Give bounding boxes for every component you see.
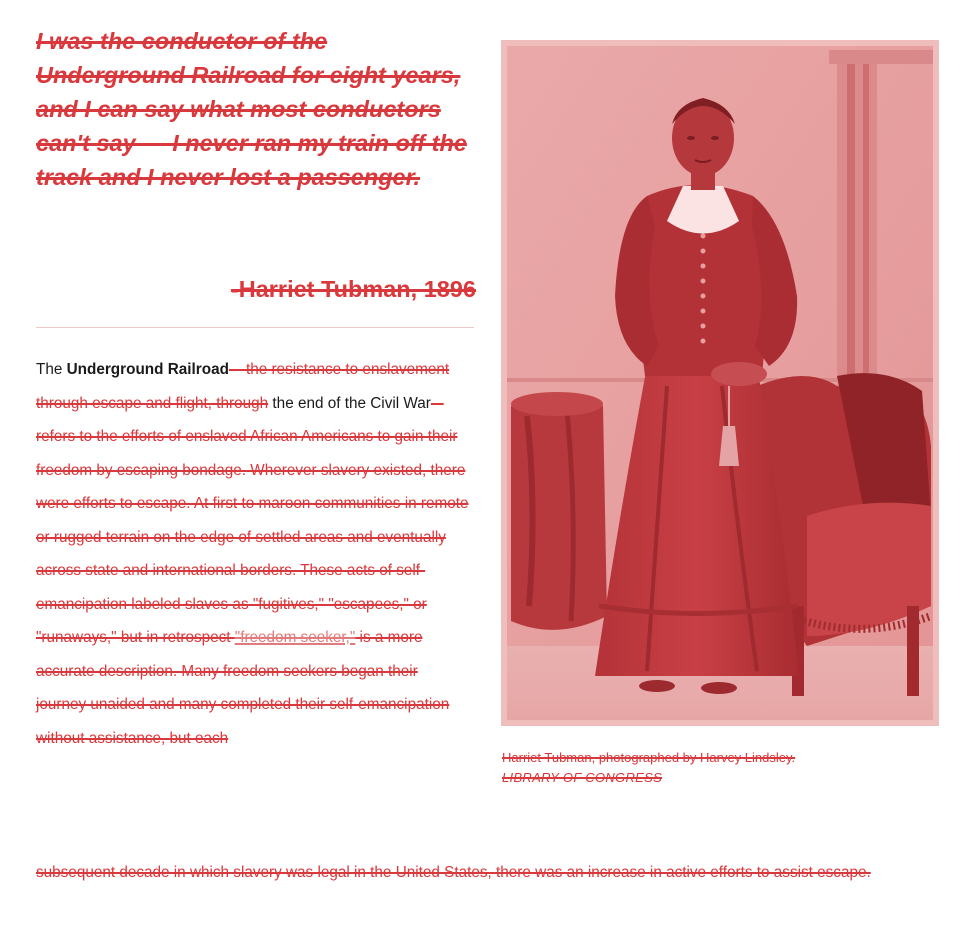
photo-caption-text: Harriet Tubman, photographed by Harvey Lindsley. [502, 750, 796, 765]
article-paragraph-wide: subsequent decade in which slavery was legal in the United States, there was an increase in active efforts to assist escape. [36, 864, 871, 881]
portrait-photo [501, 40, 939, 726]
section-divider [36, 327, 474, 328]
article-intro-the: The [36, 361, 67, 378]
pull-quote: I was the conductor of the Underground Railroad for eight years, and I can say what most conductors can't say — I never ran my train off the track and I never lost a passenger. [36, 28, 467, 190]
quote-attribution: -Harriet Tubman, 1896 [230, 276, 476, 302]
article-body-continued: is a more accurate description. Many freedom seekers began their journey unaided and many completed their self-emancipation without assistance, but each [36, 629, 450, 747]
article-body-text: – refers to the efforts of enslaved African Americans to gain their freedom by escaping bondage. Wherever slavery existed, there were efforts to escape. At first to maroon communities in remote or rugged terrain on the edge of settled areas and eventually across state and international borders. These acts of self-emancipation labeled slaves as "fugitives," "escapees," or "runaways," but in retrospect [36, 394, 469, 646]
article-intro-end: the end of the Civil War [268, 394, 431, 412]
harriet-tubman-portrait-image [507, 46, 933, 720]
article-term-underground-railroad: Underground Railroad [66, 361, 229, 378]
article-definition-part: – the resistance to enslavement through escape and flight, through [36, 361, 450, 412]
freedom-seeker-link[interactable]: "freedom seeker," [234, 629, 356, 646]
article-paragraph [36, 353, 472, 755]
photo-caption [502, 748, 942, 788]
photo-credit: LIBRARY OF CONGRESS [502, 770, 663, 785]
